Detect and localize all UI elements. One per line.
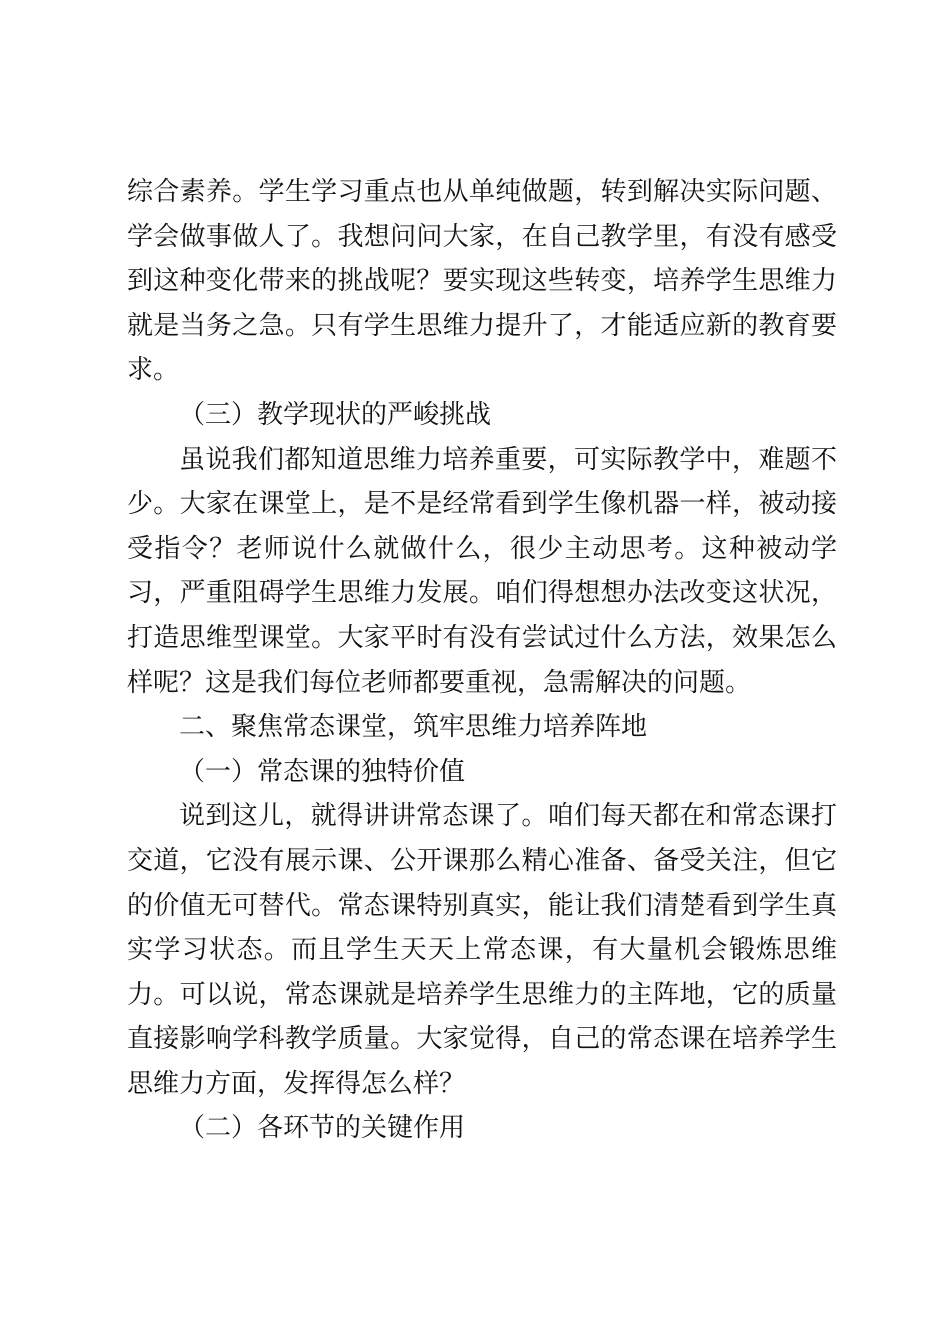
paragraph-teaching-challenges: 虽说我们都知道思维力培养重要，可实际教学中，难题不少。大家在课堂上，是不是经常看到学生像机器一样，被动接受指令？老师说什么就做什么，很少主动思考。这种被动学习，严重阻碍学生思维力发展。咱们得想想办法改变这状况，打造思维型课堂。大家平时有没有尝试过什么方法，效果怎么样呢？这是我们每位老师都要重视，急需解决的问题。: [127, 444, 837, 698]
document-body: [127, 170, 837, 1151]
section-heading-regular-classroom: 二、聚焦常态课堂，筑牢思维力培养阵地: [179, 712, 648, 743]
paragraph-continuation: 综合素养。学生学习重点也从单纯做题，转到解决实际问题、学会做事做人了。我想问问大家，在自己教学里，有没有感受到这种变化带来的挑战呢？要实现这些转变，培养学生思维力就是当务之急。只有学生思维力提升了，才能适应新的教育要求。: [127, 177, 837, 386]
subheading-regular-class-value: （一）常态课的独特价值: [179, 756, 466, 787]
paragraph-regular-class-value: 说到这儿，就得讲讲常态课了。咱们每天都在和常态课打交道，它没有展示课、公开课那么精心准备、备受关注，但它的价值无可替代。常态课特别真实，能让我们清楚看到学生真实学习状态。而且学生天天上常态课，有大量机会锻炼思维力。可以说，常态课就是培养学生思维力的主阵地，它的质量直接影响学科教学质量。大家觉得，自己的常态课在培养学生思维力方面，发挥得怎么样？: [127, 801, 837, 1099]
subheading-teaching-challenges: （三）教学现状的严峻挑战: [179, 399, 492, 430]
subheading-key-roles: （二）各环节的关键作用: [179, 1113, 466, 1144]
